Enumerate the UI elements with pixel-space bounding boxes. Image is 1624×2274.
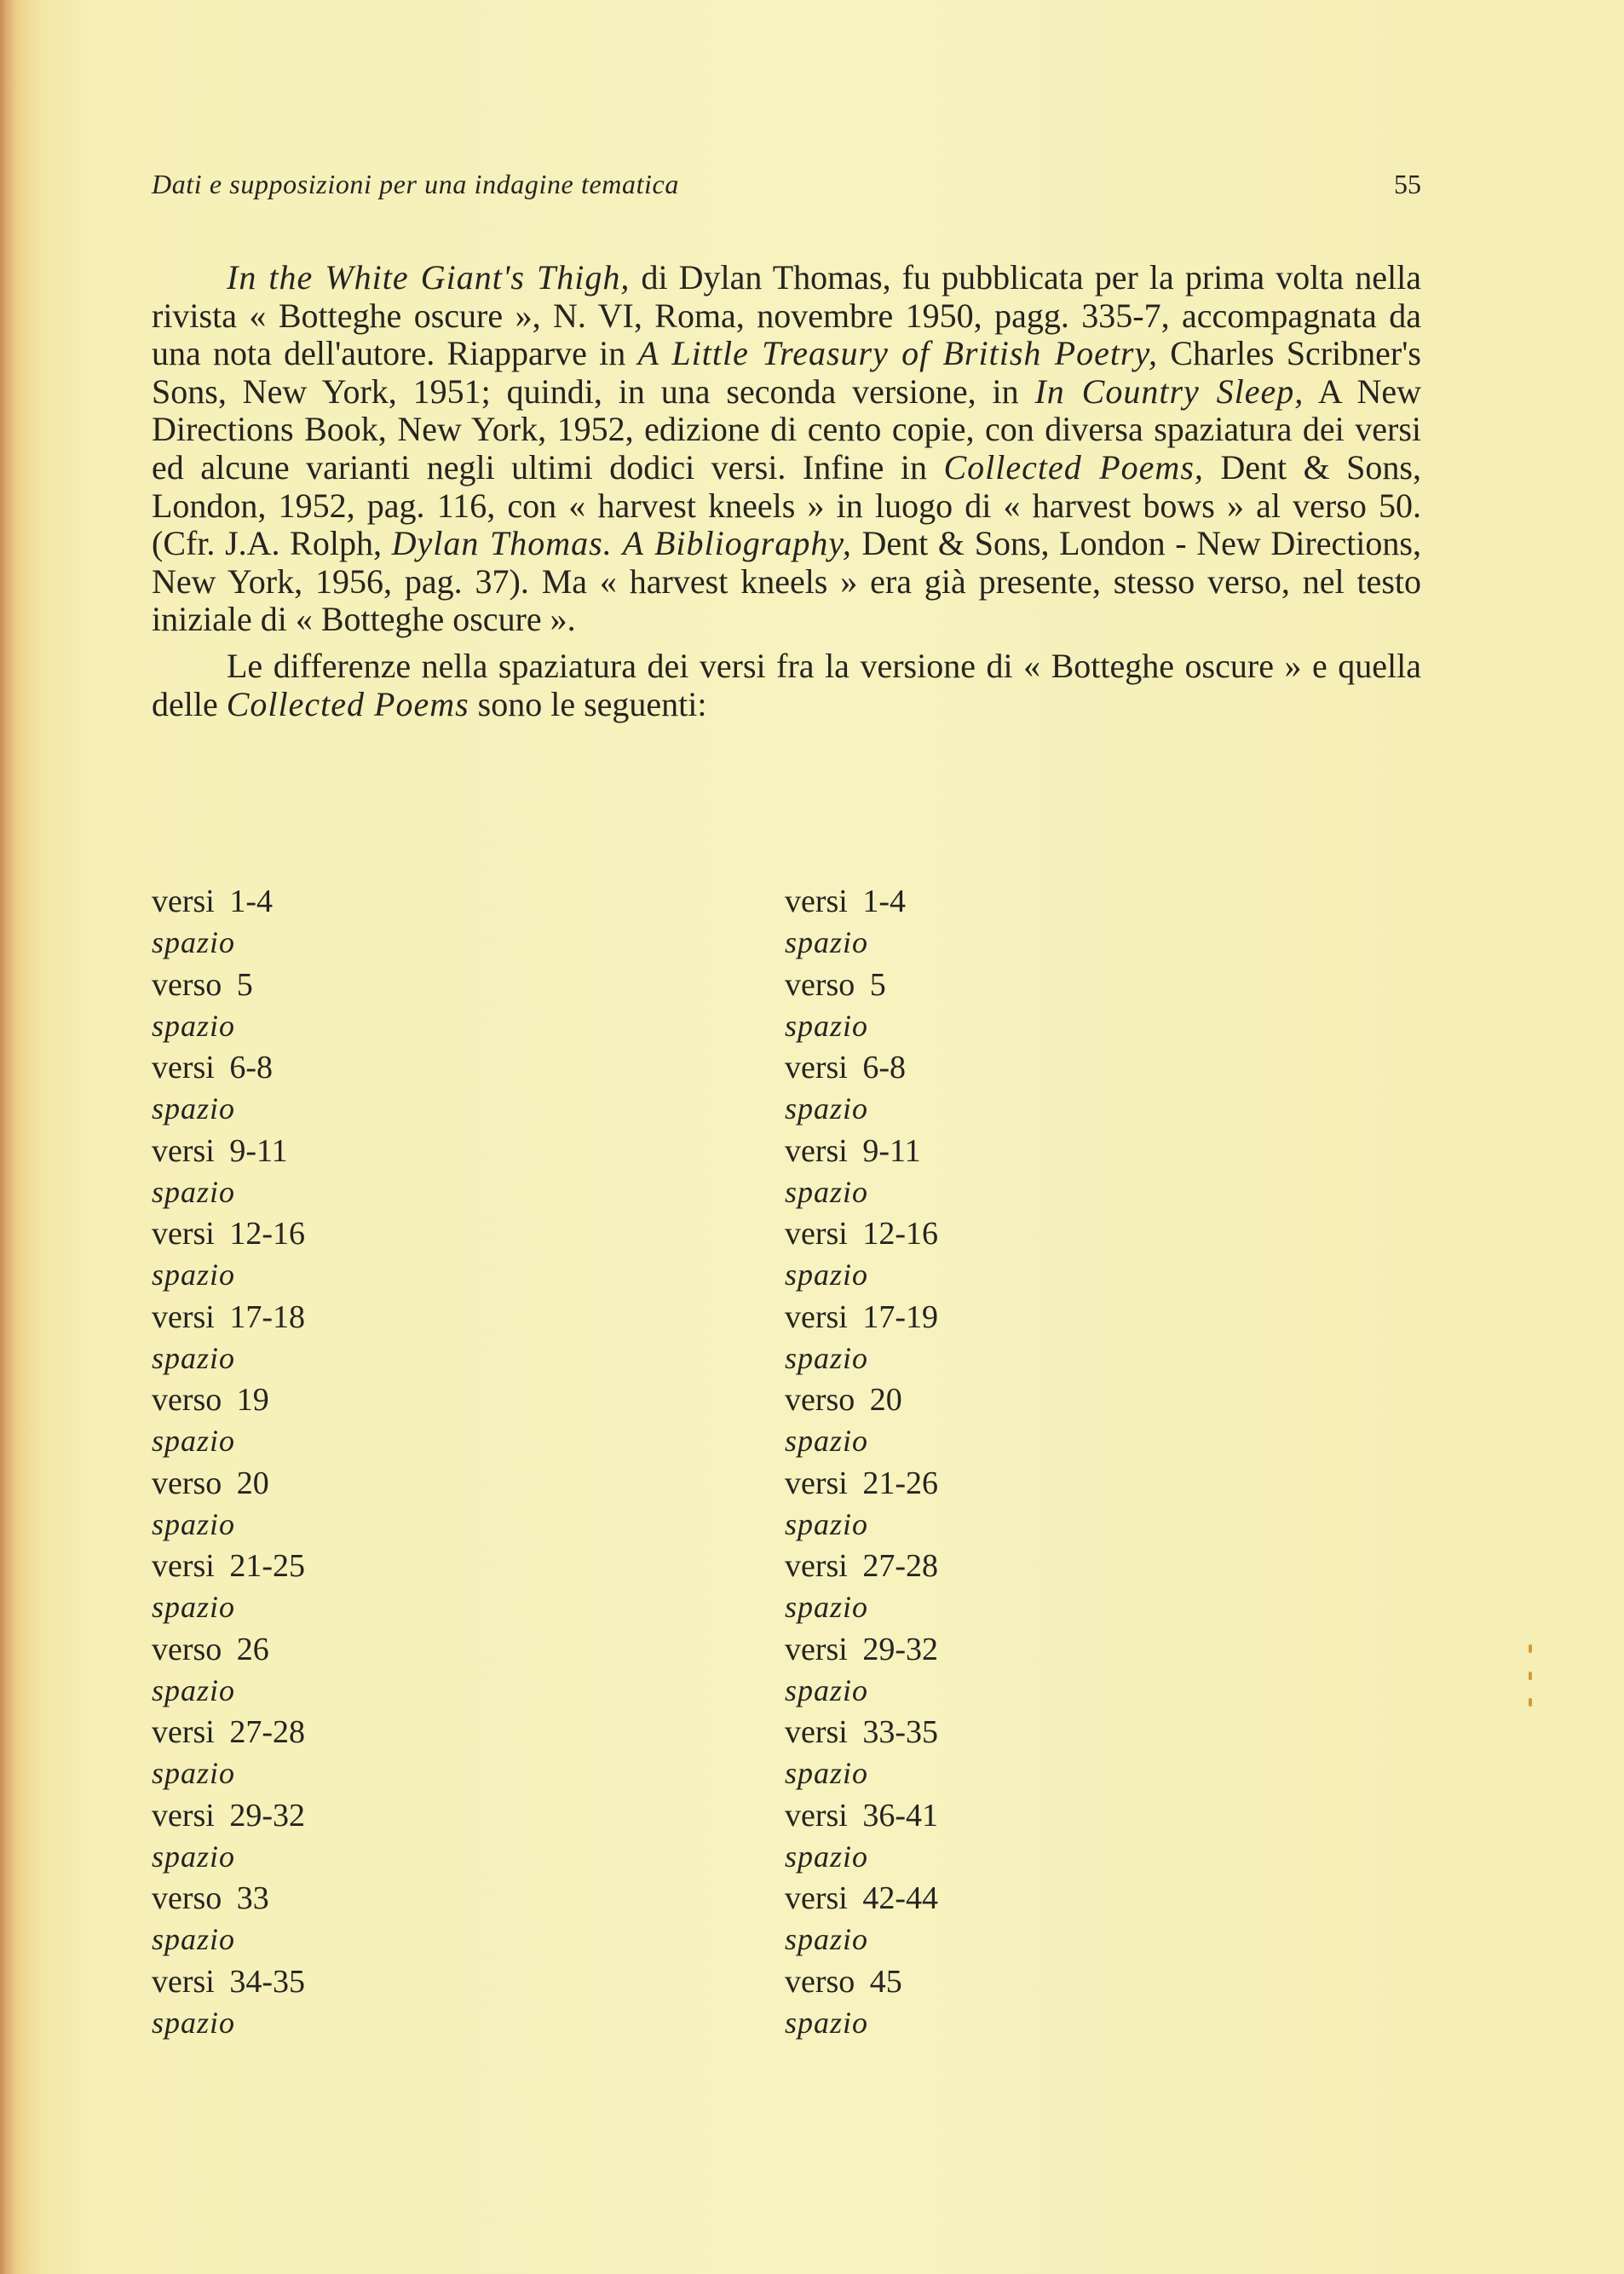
spacing-marker: spazio xyxy=(785,1258,869,1292)
verse-entry xyxy=(785,964,1262,1048)
verse-entry xyxy=(152,1961,629,2045)
paragraph-publication-history xyxy=(152,259,1421,639)
spacing-marker: spazio xyxy=(785,1922,869,1956)
verse-entry xyxy=(785,881,1262,964)
verse-range: versi 33-35 xyxy=(785,1714,939,1750)
verse-range: versi 27-28 xyxy=(152,1714,306,1750)
verse-entry xyxy=(785,1213,1262,1297)
spacing-marker: spazio xyxy=(785,1506,869,1541)
spacing-marker: spazio xyxy=(152,1424,236,1458)
verse-entry xyxy=(152,964,629,1048)
page-number: 55 xyxy=(1394,169,1421,199)
book-title-treasury: A Little Treasury of British Poetry, xyxy=(637,334,1159,373)
paragraph1-text-c: A New Directions Book, New York, 1952, edizione di cento copie, con diversa spaziatura dei versi ed alcune varianti negli ultimi dodici versi. Infine in xyxy=(152,371,1422,486)
paragraph1-text-a: di Dylan Thomas, fu pubblicata per la prima volta nella rivista « Botteghe oscure », N. VI, Roma, novembre 1950, pagg. 335-7, accompagnata da una nota dell'autore. Riapparve in xyxy=(152,258,1421,373)
verse-entry xyxy=(152,1131,629,1214)
running-head-title: Dati e supposizioni per una indagine tematica xyxy=(152,169,679,199)
verse-entry xyxy=(152,1546,629,1629)
paragraph1-text-e: Dent & Sons, London - New Directions, New York, 1956, pag. 37). Ma « harvest kneels » era già presente, stesso verso, nel testo iniziale di « Botteghe oscure ». xyxy=(152,524,1421,639)
verse-entry xyxy=(152,1463,629,1546)
verse-range: verso 26 xyxy=(152,1631,269,1667)
spacing-marker: spazio xyxy=(152,1672,236,1707)
spacing-marker: spazio xyxy=(785,1672,869,1707)
verse-range: versi 12-16 xyxy=(785,1216,939,1252)
verse-range: verso 20 xyxy=(152,1465,269,1501)
book-title-collected-poems-2: Collected Poems xyxy=(226,684,469,723)
spacing-marker: spazio xyxy=(152,2005,236,2040)
verse-entry xyxy=(785,1463,1262,1546)
column-botteghe-oscure xyxy=(152,881,629,2044)
verse-range: versi 27-28 xyxy=(785,1548,939,1584)
spacing-marker: spazio xyxy=(152,1008,236,1043)
column-collected-poems xyxy=(785,881,1262,2044)
verse-spacing-columns xyxy=(152,881,1421,2040)
verse-range: versi 21-26 xyxy=(785,1465,939,1501)
verse-range: versi 29-32 xyxy=(785,1631,939,1667)
verse-entry xyxy=(785,1047,1262,1131)
verse-range: versi 36-41 xyxy=(785,1797,939,1834)
verse-range: verso 45 xyxy=(785,1963,902,2000)
verse-entry xyxy=(785,1961,1262,2045)
verse-range: versi 17-19 xyxy=(785,1298,939,1335)
spacing-marker: spazio xyxy=(785,2005,869,2040)
verse-range: versi 6-8 xyxy=(785,1050,907,1085)
paragraph1-text-d: Dent & Sons, London, 1952, pag. 116, con « harvest kneels » in luogo di « harvest bows » al verso 50. (Cfr. J.A. Rolph, xyxy=(152,447,1421,563)
spacing-marker: spazio xyxy=(785,1174,869,1209)
verse-entry xyxy=(152,1297,629,1380)
verse-range: verso 5 xyxy=(785,966,886,1003)
spacing-marker: spazio xyxy=(785,925,869,959)
verse-range: verso 19 xyxy=(152,1382,269,1418)
verse-entry xyxy=(785,1131,1262,1214)
spacing-marker: spazio xyxy=(152,1506,236,1541)
spacing-marker: spazio xyxy=(152,1091,236,1125)
verse-range: verso 20 xyxy=(785,1382,902,1418)
verse-entry xyxy=(152,881,629,964)
verse-range: versi 6-8 xyxy=(152,1050,274,1085)
paragraph1-text-b: Charles Scribner's Sons, New York, 1951; quindi, in una seconda versione, in xyxy=(152,334,1422,411)
spacing-marker: spazio xyxy=(785,1091,869,1125)
verse-range: versi 1-4 xyxy=(785,884,907,919)
spacing-marker: spazio xyxy=(152,1340,236,1375)
paragraph2-text-b: sono le seguenti: xyxy=(469,684,707,723)
book-title-country-sleep: In Country Sleep, xyxy=(1034,371,1304,411)
margin-speck xyxy=(1529,1698,1532,1707)
spacing-marker: spazio xyxy=(152,1590,236,1624)
verse-entry xyxy=(152,1795,629,1879)
verse-entry xyxy=(152,1213,629,1297)
spacing-marker: spazio xyxy=(785,1756,869,1790)
margin-speck xyxy=(1529,1672,1532,1680)
verse-entry xyxy=(152,1629,629,1713)
spacing-marker: spazio xyxy=(152,1922,236,1956)
spacing-marker: spazio xyxy=(152,1839,236,1874)
spacing-marker: spazio xyxy=(152,1756,236,1790)
verse-entry xyxy=(152,1379,629,1463)
verse-range: versi 17-18 xyxy=(152,1298,306,1335)
spacing-marker: spazio xyxy=(785,1424,869,1458)
poem-title: In the White Giant's Thigh, xyxy=(227,258,631,296)
verse-entry xyxy=(785,1712,1262,1795)
verse-entry xyxy=(152,1878,629,1961)
verse-range: versi 29-32 xyxy=(152,1797,306,1834)
spacing-marker: spazio xyxy=(152,925,236,959)
verse-range: verso 33 xyxy=(152,1880,269,1916)
running-head xyxy=(152,169,1421,210)
verse-range: versi 9-11 xyxy=(152,1132,288,1169)
verse-entry xyxy=(152,1047,629,1131)
paragraph2-text-a: Le differenze nella spaziatura dei versi fra la versione di « Botteghe oscure » e quella delle xyxy=(152,646,1421,723)
verse-entry xyxy=(785,1795,1262,1879)
spacing-marker: spazio xyxy=(785,1340,869,1375)
body-text xyxy=(152,259,1421,723)
verse-range: versi 12-16 xyxy=(152,1216,306,1252)
book-title-bibliography: Dylan Thomas. A Bibliography, xyxy=(391,524,852,563)
verse-entry xyxy=(785,1546,1262,1629)
spacing-marker: spazio xyxy=(785,1839,869,1874)
book-title-collected-poems: Collected Poems, xyxy=(943,447,1204,486)
verse-entry xyxy=(152,1712,629,1795)
verse-range: versi 9-11 xyxy=(785,1132,921,1169)
verse-range: verso 5 xyxy=(152,966,253,1003)
spacing-marker: spazio xyxy=(785,1008,869,1043)
verse-range: versi 42-44 xyxy=(785,1880,939,1916)
paragraph-spacing-differences xyxy=(152,648,1421,723)
verse-range: versi 34-35 xyxy=(152,1963,306,2000)
verse-range: versi 1-4 xyxy=(152,884,274,919)
verse-range: versi 21-25 xyxy=(152,1548,306,1584)
margin-speck xyxy=(1529,1644,1532,1653)
spacing-marker: spazio xyxy=(785,1590,869,1624)
verse-entry xyxy=(785,1379,1262,1463)
spacing-marker: spazio xyxy=(152,1258,236,1292)
verse-entry xyxy=(785,1629,1262,1713)
spacing-marker: spazio xyxy=(152,1174,236,1209)
verse-entry xyxy=(785,1878,1262,1961)
verse-entry xyxy=(785,1297,1262,1380)
